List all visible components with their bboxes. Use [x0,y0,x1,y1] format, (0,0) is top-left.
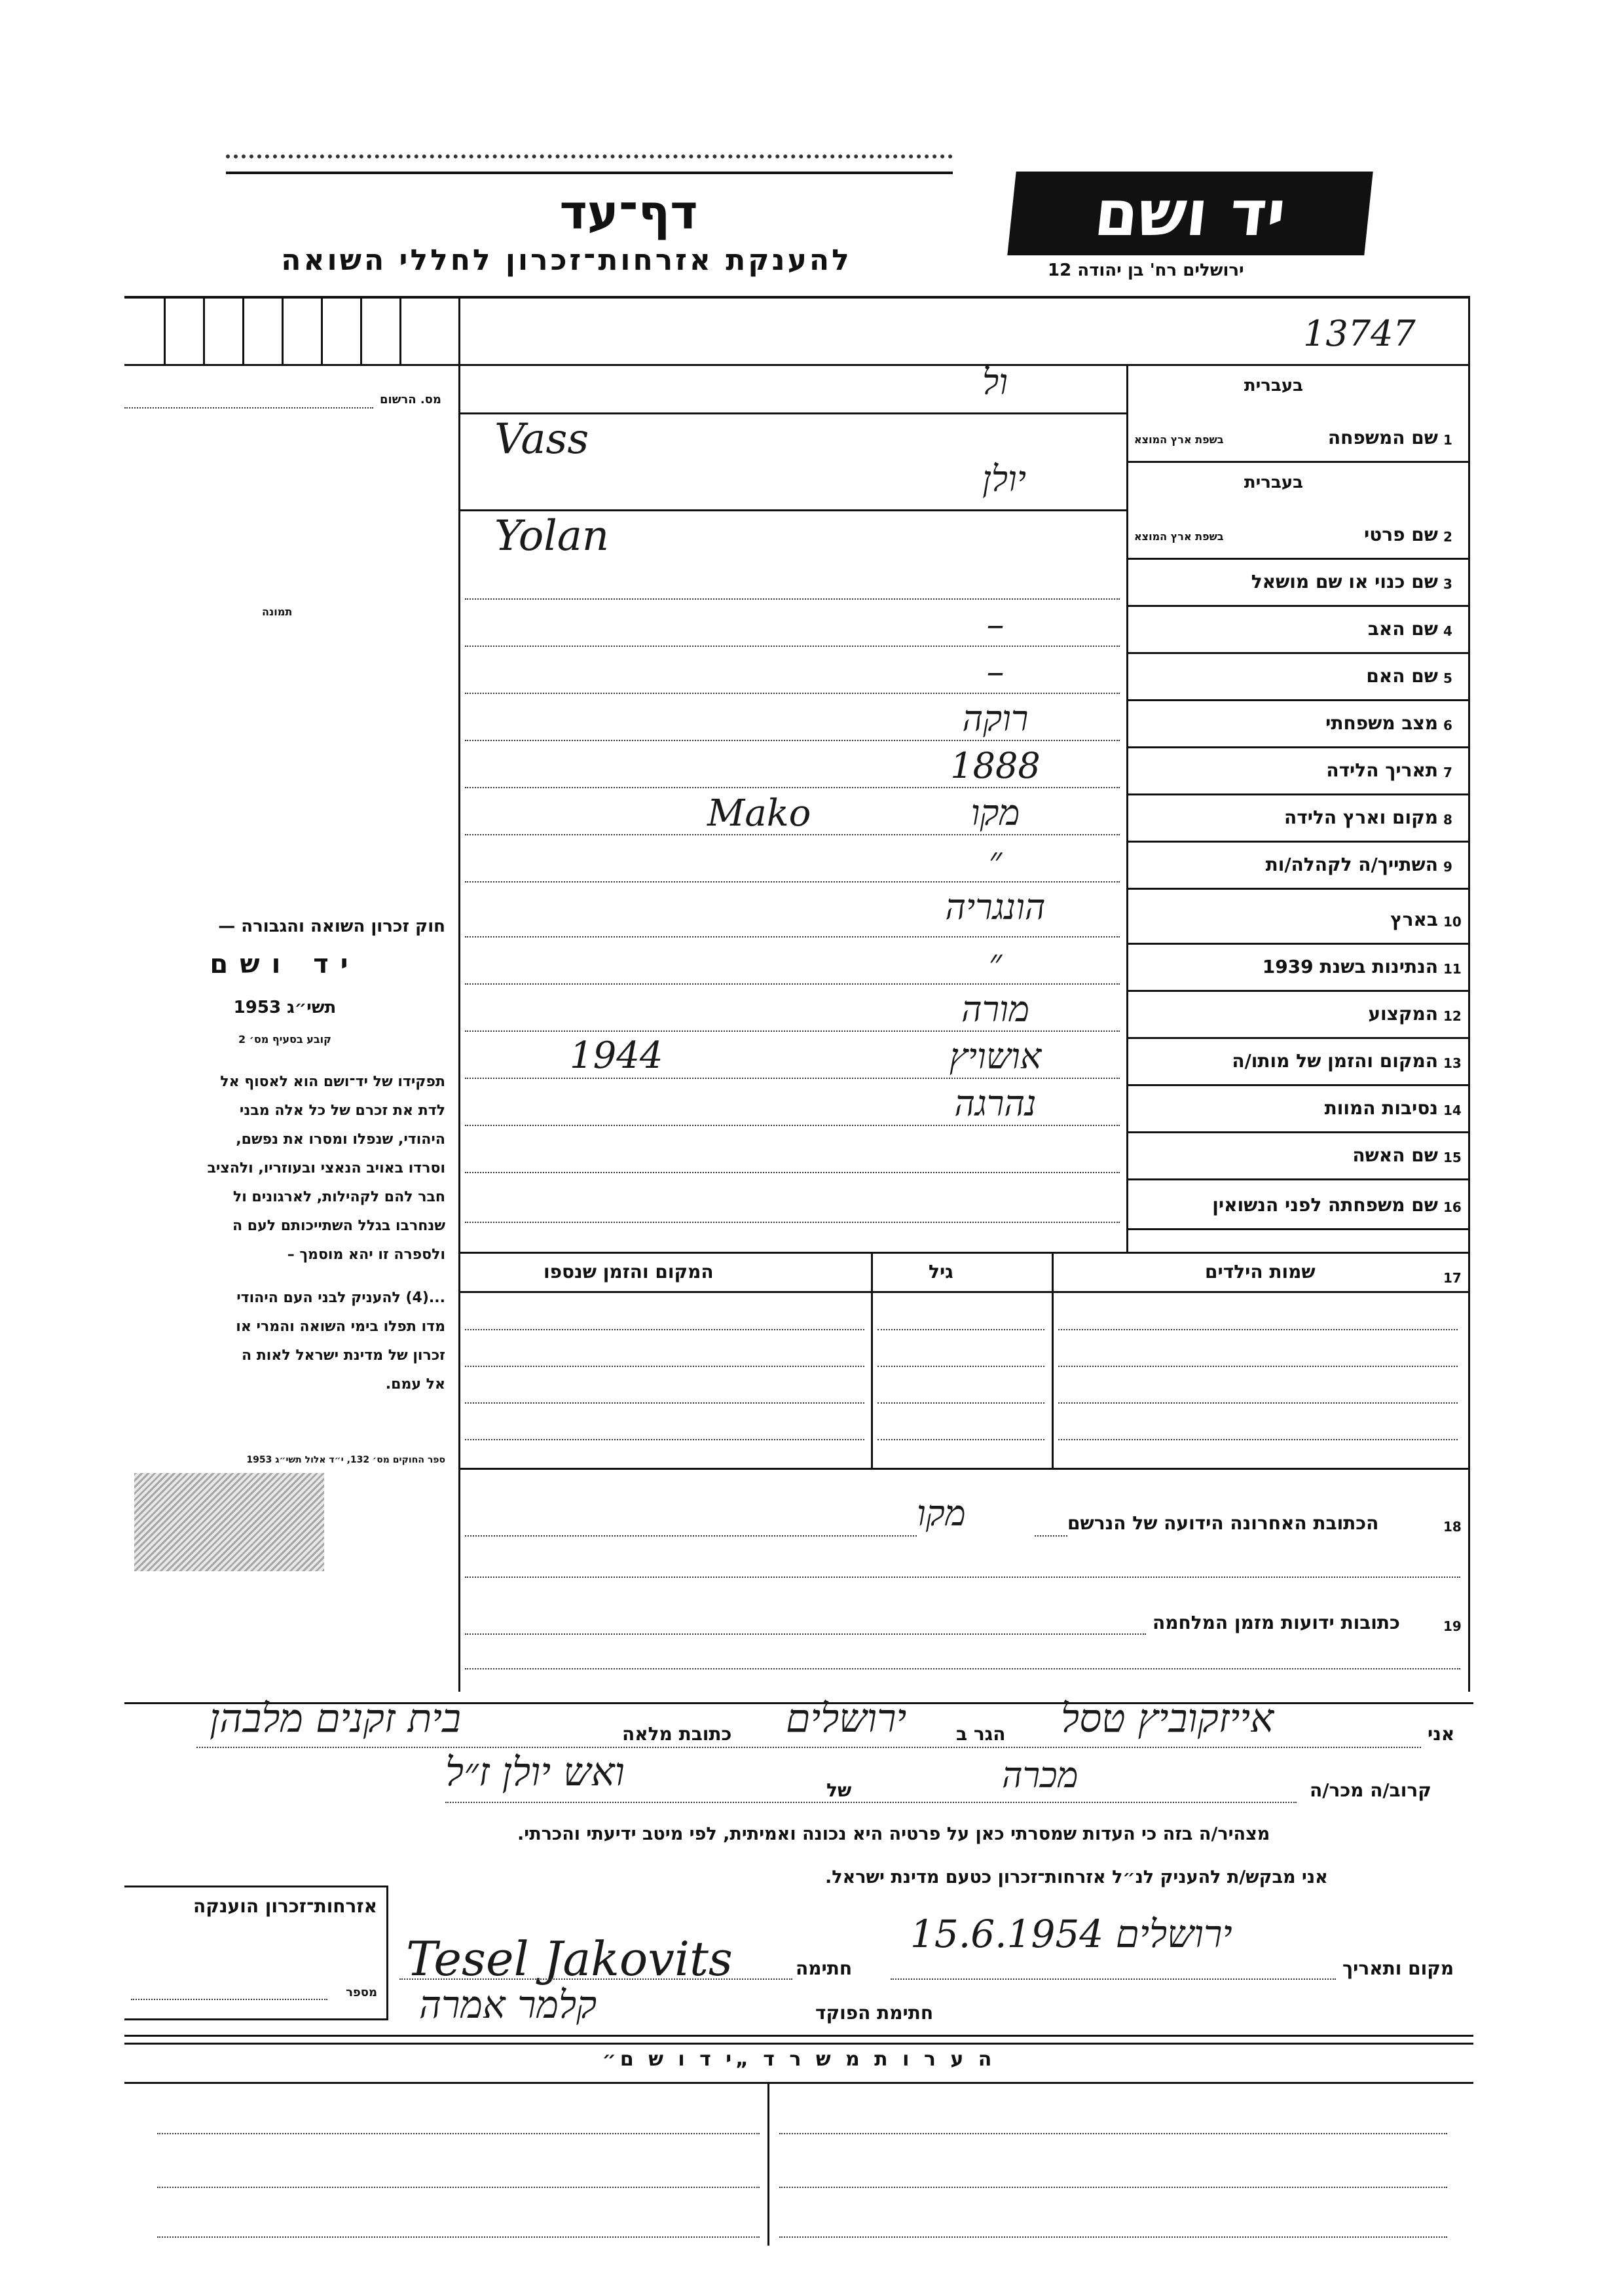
field-value: – [986,651,1005,692]
record-number: 13747 [1303,313,1416,354]
field-label: המקום והזמן של מותו/ה [1232,1050,1438,1072]
clerk-label: חתימת הפוקד [815,2002,934,2024]
field-value: מורה [961,989,1029,1030]
clerk-value: קלמר אמרה [419,1982,597,2027]
law-line: לדת את זכרם של כל אלה מבני [239,1102,445,1119]
field-19-number: 19 [1443,1618,1462,1634]
field-label: שם כנוי או שם מושאל [1251,571,1438,592]
decl-address: בית זקנים מלבהן [210,1696,461,1741]
field-label: שם האשה [1352,1144,1438,1166]
field-native-tag: בשפת ארץ המוצא [1134,433,1224,446]
field-hebrew-value: יולן [982,458,1026,500]
field-hebrew-value: ול [982,361,1008,403]
decl-ani: אני [1428,1723,1455,1745]
law-line: חבר להם לקהילות, לארגונים ול [232,1189,445,1205]
law-section: קובע בסעיף מס׳ 2 [238,1033,331,1046]
form-subtitle: להענקת אזרחות־זכרון לחללי השואה [281,244,852,277]
field-number: 5 [1443,670,1452,686]
field-number: 1 [1443,432,1452,448]
field-value-latin: Mako [707,792,811,835]
field-value: הונגריה [945,886,1046,928]
decl-relative-label: קרוב/ה מכר/ה [1310,1779,1431,1801]
law-line: ...(4) להעניק לבני העם היהודי [236,1290,445,1306]
field-value: אושויץ [949,1036,1042,1077]
field-label: הנתינות בשנת 1939 [1262,956,1438,977]
field-19-label: כתובות ידועות מזמן המלחמה [1153,1612,1400,1633]
field-label: שם האם [1366,665,1438,687]
field-value: נהרגה [954,1083,1037,1124]
field-value: 1888 [950,745,1041,786]
field-number: 8 [1443,812,1452,828]
field-number: 9 [1443,859,1452,875]
law-line: שנחרבו בגלל השתייכותם לעם ה [232,1218,445,1234]
field-label: שם המשפחה [1327,427,1438,448]
form-frame [124,296,1468,1694]
stamp-image [134,1473,324,1571]
grant-box-title: אזרחות־זכרון הוענקה [193,1895,377,1917]
decl-dwelling: הגר ב [956,1723,1006,1745]
field-number: 3 [1443,576,1452,592]
field-label: תאריך הלידה [1326,759,1438,781]
field-native-value: Yolan [494,512,610,560]
field-18-value: מקו [917,1493,966,1534]
office-title: ה ע ר ו ת מ ש ר ד „י ד ו ש ם״ [602,2048,996,2071]
field-value: ״ [988,839,1003,881]
decl-line3: מצהיר/ה בזה כי העדות שמסרתי כאן על פרטיה היא נכונה ואמיתית, לפי מיטב ידיעתי והכרתי. [517,1824,1270,1844]
field-value: – [986,604,1005,645]
field-hebrew-tag: בעברית [1244,376,1303,395]
photo-label: תמונה [262,606,293,618]
children-col-place: המקום והזמן שנספו [544,1261,714,1283]
field-18-number: 18 [1443,1519,1462,1535]
field-label: מצב משפחתי [1325,712,1438,734]
signature-value: Tesel Jakovits [406,1931,733,1986]
law-line: אל עמם. [385,1376,445,1393]
law-line: מדו תפלו בימי השואה והמרי או [236,1319,445,1335]
place-date-value: ירושלים 15.6.1954 [910,1912,1232,1956]
top-code-boxes [124,299,458,364]
children-col-names: שמות הילדים [1205,1261,1316,1283]
field-label: המקצוע [1368,1003,1438,1025]
grant-box-number-label: מספר [346,1986,377,1999]
law-line: תפקידו של יד־ושם הוא לאסוף אל [220,1074,445,1090]
field-number: 4 [1443,623,1452,639]
decl-of: של [826,1779,852,1801]
field-number: 14 [1443,1102,1462,1118]
decl-line4: אני מבקש/ת להעניק לנ״ל אזרחות־זכרון כטעם מדינת ישראל. [825,1867,1328,1887]
place-date-label: מקום ותאריך [1342,1958,1454,1979]
field-number: 15 [1443,1150,1462,1165]
field-native-tag: בשפת ארץ המוצא [1134,530,1224,543]
field-number: 2 [1443,529,1452,545]
field-label: השתייך/ה לקהלה/ות [1265,854,1438,875]
field-number: 6 [1443,718,1452,733]
decl-address-label: כתובת מלאה [622,1723,732,1745]
yad-vashem-logo [1007,172,1373,255]
field-number: 13 [1443,1055,1462,1071]
field-number: 12 [1443,1008,1462,1024]
top-row-bottom [124,364,1468,366]
law-year: תשי״ג 1953 [233,998,337,1017]
field-label: מקום וארץ הלידה [1284,807,1438,828]
law-title: חוק זכרון השואה והגבורה — [218,917,445,936]
grant-box [124,1886,388,2020]
header-cut-line [226,155,953,168]
field-number: 10 [1443,914,1462,930]
field-18-label: הכתובת האחרונה הידועה של הנרשם [1067,1512,1379,1534]
field-label: שם האב [1367,618,1438,640]
decl-of-name: ואש יולן ז״ל [445,1749,625,1795]
decl-name: אייזקוביץ טסל [1061,1696,1274,1741]
field-value: ״ [988,941,1003,983]
field-label: בארץ [1390,909,1438,930]
decl-relation: מכרה [1002,1755,1079,1796]
field-value-year: 1944 [570,1034,663,1077]
field-label: שם פרטי [1363,524,1438,545]
decl-city: ירושלים [786,1696,907,1741]
law-footnote: ספר החוקים מס׳ 132, י״ד אלול תשי״ג 1953 [246,1455,445,1465]
law-line: ולספרה זו יהא מוסמך – [287,1247,445,1263]
children-col-age: גיל [929,1261,953,1283]
form-title: דף־עד [559,185,698,240]
field-value: רוקה [962,698,1029,739]
field-number: 16 [1443,1199,1462,1215]
field-value: מקו [970,792,1020,833]
logo-text: יד ושם [1091,177,1289,250]
children-field-number: 17 [1443,1270,1462,1286]
registration-label: מס. הרשום [380,393,441,407]
field-hebrew-tag: בעברית [1244,473,1303,492]
field-number: 7 [1443,765,1452,780]
field-number: 11 [1443,961,1462,977]
law-line: וסרדו באויב הנאצי ובעוזריו, ולהציב [207,1160,445,1176]
field-native-value: Vass [494,415,589,464]
header-address: ירושלים רח' בן יהודה 12 [1048,261,1244,280]
law-line: זכרון של מדינת ישראל לאות ה [242,1347,445,1364]
signature-label: חתימה [796,1958,853,1979]
field-label: שם משפחתה לפני הנשואין [1212,1194,1438,1216]
law-name: יד ושם [210,949,360,979]
field-label: נסיבות המוות [1324,1097,1438,1119]
law-line: היהודי, שנפלו ומסרו את נפשם, [236,1131,445,1148]
